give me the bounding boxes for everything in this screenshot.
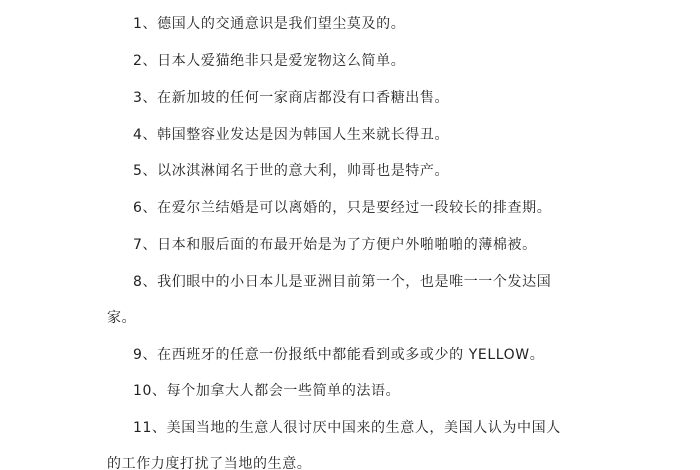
paragraph-7: 7、日本和服后面的布最开始是为了方便户外啪啪啪的薄棉被。	[133, 237, 537, 253]
paragraph-8: 8、我们眼中的小日本儿是亚洲目前第一个，也是唯一一个发达国	[133, 274, 552, 290]
paragraph-8-continued: 家。	[107, 310, 137, 326]
paragraph-11: 11、美国当地的生意人很讨厌中国来的生意人，美国人认为中国人	[133, 420, 561, 436]
paragraph-11-continued: 的工作力度打扰了当地的生意。	[107, 456, 312, 470]
paragraph-10: 10、每个加拿大人都会一些简单的法语。	[133, 383, 401, 399]
paragraph-2: 2、日本人爱猫绝非只是爱宠物这么简单。	[133, 53, 406, 69]
paragraph-6: 6、在爱尔兰结婚是可以离婚的，只是要经过一段较长的排查期。	[133, 200, 552, 216]
paragraph-5: 5、以冰淇淋闻名于世的意大利，帅哥也是特产。	[133, 163, 450, 179]
paragraph-9: 9、在西班牙的任意一份报纸中都能看到或多或少的 YELLOW。	[133, 347, 545, 363]
paragraph-3: 3、在新加坡的任何一家商店都没有口香糖出售。	[133, 90, 450, 106]
paragraph-1: 1、德国人的交通意识是我们望尘莫及的。	[133, 16, 406, 32]
paragraph-4: 4、韩国整容业发达是因为韩国人生来就长得丑。	[133, 127, 450, 143]
